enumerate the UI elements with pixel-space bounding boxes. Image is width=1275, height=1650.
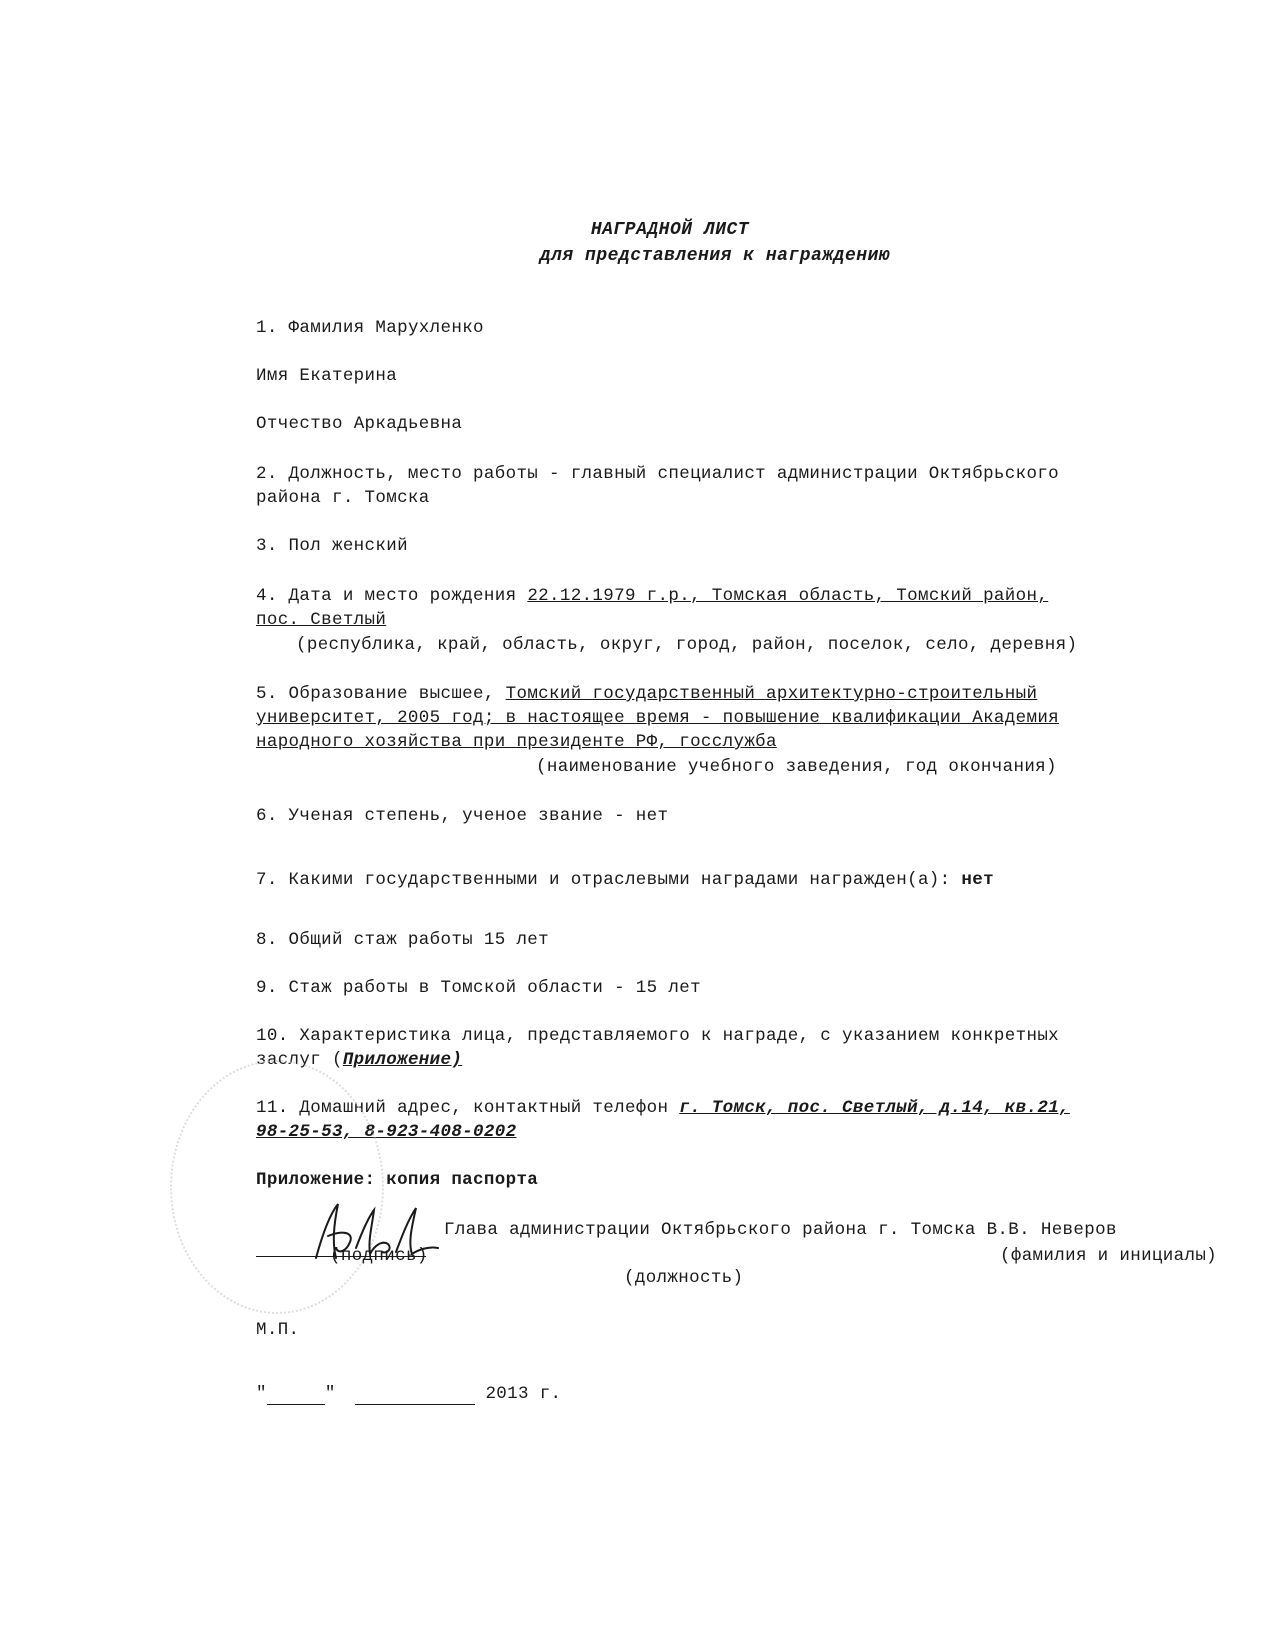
signer-position: Глава администрации Октябрьского района г. Томска В.В. Неверов (444, 1220, 1117, 1240)
degree-row: 6. Ученая степень, ученое звание - нет (256, 806, 669, 826)
awards-row (256, 870, 994, 890)
patronymic-row (256, 414, 462, 434)
name-label: Имя (256, 366, 289, 386)
address-row (256, 1098, 1070, 1118)
surname-label: 1. Фамилия (256, 318, 365, 338)
name-value: Екатерина (299, 366, 398, 386)
document-subtitle: для представления к награждению (539, 246, 891, 266)
education-hint: (наименование учебного заведения, год окончания) (536, 757, 1057, 777)
birth-row (256, 586, 1048, 606)
awards-label: 7. Какими государственными и отраслевыми наградами награжден(а): (256, 870, 951, 890)
date-year: 2013 г. (485, 1384, 562, 1404)
characteristic-attachment: Приложение) (342, 1050, 463, 1070)
characteristic-line-1: 10. Характеристика лица, представляемого к награде, с указанием конкретных (256, 1026, 1060, 1046)
region-experience-row: 9. Стаж работы в Томской области - 15 лет (256, 978, 701, 998)
education-label: 5. Образование высшее, (256, 684, 495, 704)
position-line-1: 2. Должность, место работы - главный специалист администрации Октябрьского (256, 464, 1060, 484)
education-value-line-3: народного хозяйства при президенте РФ, госслужба (256, 732, 777, 752)
name-row (256, 366, 397, 386)
surname-row (256, 318, 484, 338)
date-close-quote: " (324, 1384, 336, 1404)
address-value-line-2: 98-25-53, 8-923-408-0202 (256, 1122, 517, 1142)
education-row (256, 684, 1037, 704)
stamp-place: М.П. (256, 1320, 300, 1340)
position-hint: (должность) (624, 1268, 744, 1288)
patronymic-label: Отчество (256, 414, 343, 434)
birth-label: 4. Дата и место рождения (256, 586, 517, 606)
surname-value: Марухленко (375, 318, 484, 338)
signature-hint: (подпись) (330, 1246, 428, 1266)
attachment-note: Приложение: копия паспорта (256, 1170, 539, 1190)
patronymic-value: Аркадьевна (353, 414, 463, 434)
education-value-line-2: университет, 2005 год; в настоящее время - повышение квалификации Академия (256, 708, 1060, 728)
official-stamp (170, 1060, 384, 1314)
education-value: Томский государственный архитектурно-строительный (505, 684, 1038, 704)
gender-row: 3. Пол женский (256, 536, 408, 556)
document-title: НАГРАДНОЙ ЛИСТ (590, 220, 750, 240)
name-hint: (фамилия и инициалы) (1000, 1246, 1218, 1266)
awards-value: нет (961, 870, 994, 890)
total-experience-row: 8. Общий стаж работы 15 лет (256, 930, 549, 950)
date-row (256, 1384, 561, 1405)
birth-value: 22.12.1979 г.р., Томская область, Томский район, (527, 586, 1049, 606)
characteristic-prefix: заслуг ( (256, 1050, 343, 1070)
birth-value-line-2: пос. Светлый (256, 610, 387, 630)
address-label: 11. Домашний адрес, контактный телефон (256, 1098, 669, 1118)
address-value: г. Томск, пос. Светлый, д.14, кв.21, (679, 1098, 1070, 1118)
position-line-2: района г. Томска (256, 488, 430, 508)
birth-hint: (республика, край, область, округ, город, район, поселок, село, деревня) (296, 635, 1078, 655)
date-open-quote: " (256, 1384, 267, 1404)
